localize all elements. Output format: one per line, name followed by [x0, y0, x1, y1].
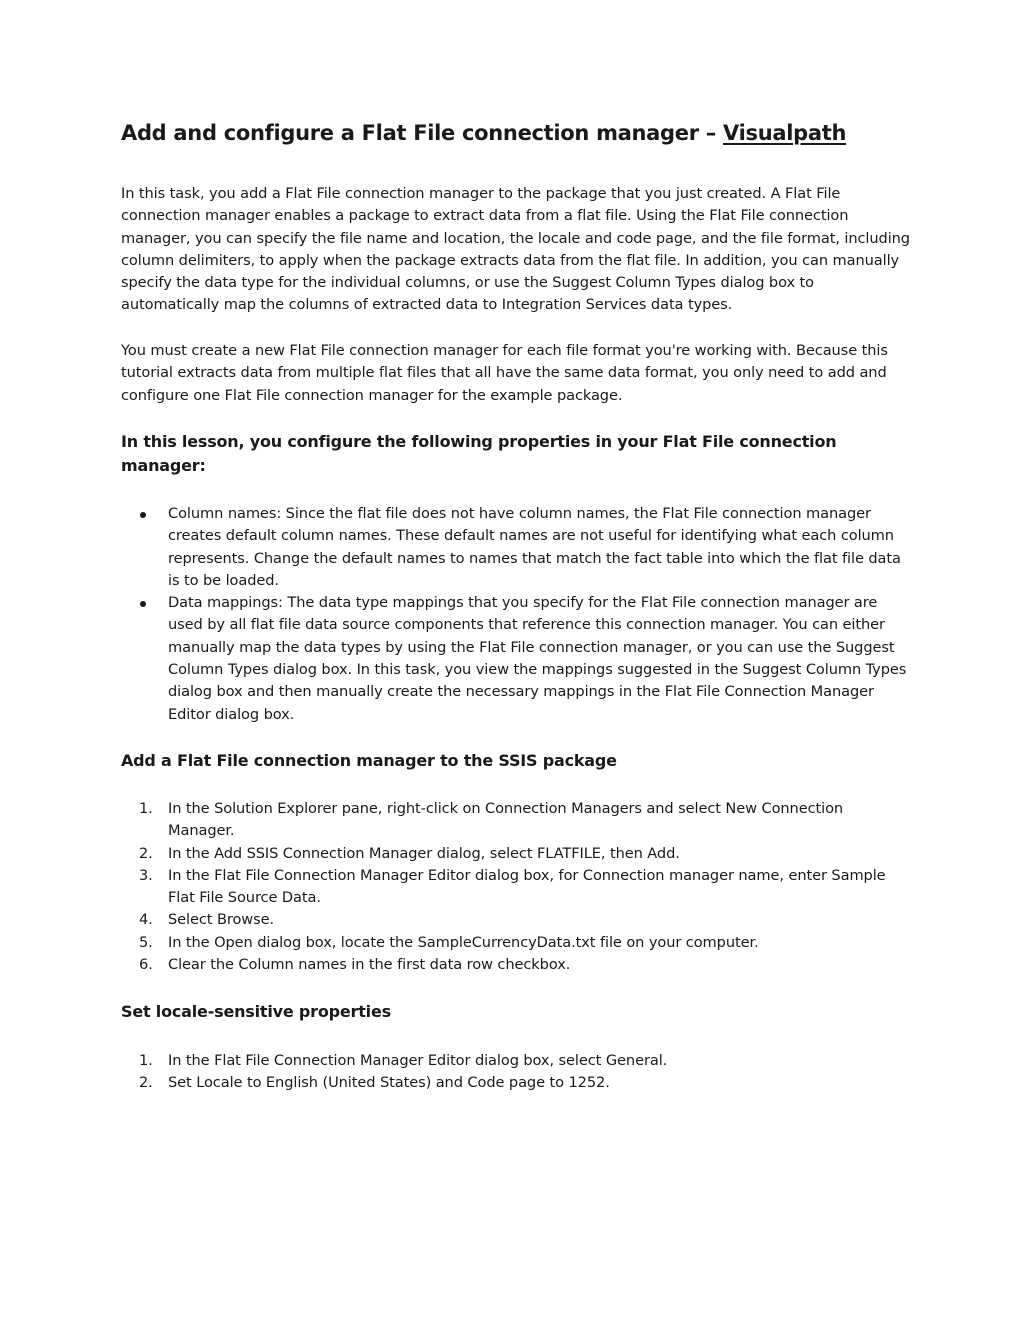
lesson-heading: In this lesson, you configure the following properties in your Flat File connection manager:: [121, 432, 837, 475]
list-item: [121, 503, 911, 592]
intro-paragraph: In this task, you add a Flat File connection manager to the package that you just created. A Flat File connection manager enables a package to extract data from a flat file. Using the Flat File connection manager, you can specify the file name and location, the locale and code page, and the file format, including column delimiters, to apply when the package extracts data from the flat file. In addition, you can manually specify the data type for the individual columns, or use the Suggest Column Types dialog box to automatically map the columns of extracted data to Integration Services data types.: [121, 185, 910, 314]
list-item: [121, 865, 911, 910]
step-text: In the Flat File Connection Manager Editor dialog box, for Connection manager name, enter Sample Flat File Source Data.: [168, 866, 886, 907]
add-steps-list: [121, 798, 911, 976]
second-paragraph: You must create a new Flat File connection manager for each file format you're working with. Because this tutorial extracts data from multiple flat files that all have the same data format, you only need to add and configure one Flat File connection manager for the example package.: [121, 342, 888, 404]
list-item: [121, 843, 911, 865]
step-number: 5.: [139, 933, 153, 951]
list-item: [121, 1072, 911, 1094]
step-text: Set Locale to English (United States) and Code page to 1252.: [168, 1074, 610, 1092]
step-text: In the Solution Explorer pane, right-click on Connection Managers and select New Connection Manager.: [168, 800, 844, 840]
list-item: [121, 932, 911, 954]
bullet-icon: [140, 601, 146, 607]
step-number: 6.: [139, 956, 153, 974]
list-item: [121, 909, 911, 931]
list-item: [121, 1050, 911, 1072]
locale-steps-list: [121, 1050, 911, 1095]
step-number: 2.: [139, 844, 153, 862]
step-number: 2.: [139, 1074, 153, 1092]
page-title-text: Add and configure a Flat File connection manager –: [121, 121, 724, 145]
step-number: 1.: [139, 1052, 153, 1069]
step-text: In the Add SSIS Connection Manager dialog, select FLATFILE, then Add.: [168, 844, 680, 862]
step-text: In the Flat File Connection Manager Editor dialog box, select General.: [168, 1052, 668, 1069]
step-text: Clear the Column names in the first data row checkbox.: [168, 956, 571, 974]
step-number: 4.: [139, 911, 153, 929]
step-number: 3.: [139, 866, 153, 884]
locale-section-heading: Set locale-sensitive properties: [121, 1002, 391, 1021]
visualpath-link[interactable]: Visualpath: [723, 121, 847, 145]
step-number: 1.: [139, 800, 153, 817]
bullet-icon: [140, 512, 146, 518]
lesson-bullet-list: [121, 503, 911, 726]
list-item: [121, 954, 911, 976]
add-section-heading: Add a Flat File connection manager to the SSIS package: [121, 751, 617, 770]
step-text: In the Open dialog box, locate the SampleCurrencyData.txt file on your computer.: [168, 933, 759, 951]
page-title: [121, 121, 846, 145]
step-text: Select Browse.: [168, 911, 275, 929]
list-item-text: Data mappings: The data type mappings that you specify for the Flat File connection manager are used by all flat file data source components that reference this connection manager. You can either manually map the data types by using the Flat File connection manager, or you can use the Suggest Column Types dialog box. In this task, you view the mappings suggested in the Suggest Column Types dialog box and then manually create the necessary mappings in the Flat File Connection Manager Editor dialog box.: [168, 594, 907, 723]
list-item-text: Column names: Since the flat file does not have column names, the Flat File connection manager creates default column names. These default names are not useful for identifying what each column represents. Change the default names to names that match the fact table into which the flat file data is to be loaded.: [168, 505, 901, 589]
list-item: [121, 592, 911, 726]
list-item: [121, 798, 911, 843]
